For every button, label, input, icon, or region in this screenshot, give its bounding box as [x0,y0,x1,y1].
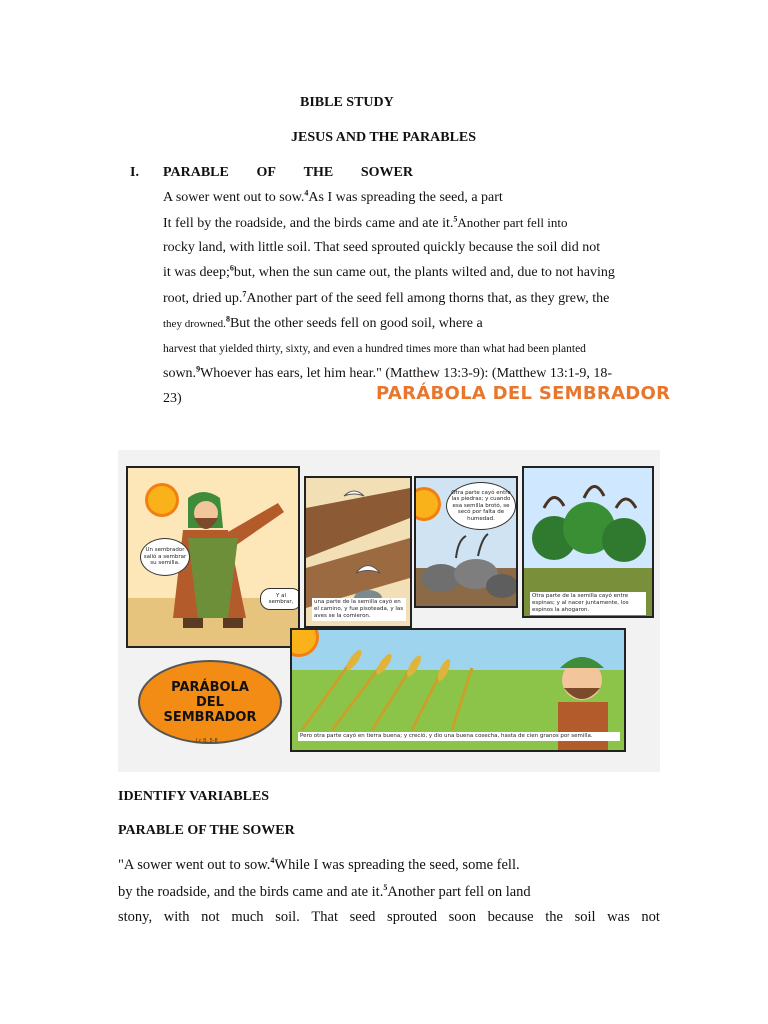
heading-word: SOWER [360,165,413,180]
verse-line: A sower went out to sow.$^4$As I was spreading the seed, a part [163,188,503,205]
panel-caption: Otra parte de la semilla cayó entre espinas; y al nacer juntamente, los espinos la ahogaron. [530,592,646,615]
verse-line-justified: stony, with not much soil. That seed sprouted soon because the soil was not [118,909,660,925]
verse-line: root, dried up.$^7$Another part of the seed fell among thorns that, as they grew, the [163,289,610,306]
comic-panel-stones [414,476,518,608]
parable-title-badge [138,660,282,744]
panel-caption: una parte de la semilla cayó en el camino, y fue pisoteada, y las aves se la comieron. [312,598,406,621]
speech-bubble: Y al sembrar, [260,588,300,610]
comic-panel-sower [126,466,300,648]
verse-line: "A sower went out to sow.$^4$While I was spreading the seed, some fell. [118,856,520,873]
comic-panel-thorns [522,466,654,618]
parable-heading: PARABLE OF THE SOWER [118,823,295,838]
panel-caption: Pero otra parte cayó en tierra buena; y creció, y dio una buena cosecha, hasta de cien granos por semilla. [298,732,620,741]
speech-bubble: Otra parte cayó entre las piedras; y cuando esa semilla brotó, se secó por falta de humedad. [446,482,516,530]
verse-line: rocky land, with little soil. That seed sprouted quickly because the soil did not [163,240,601,255]
badge-line: SEMBRADOR [163,709,257,725]
comic-panel-road [304,476,412,628]
page-title: BIBLE STUDY [300,95,394,110]
verse-line: they drowned.$^8$But the other seeds fell on good soil, where a [163,314,483,331]
scripture-reference: Lc 8, 5-8 [196,738,218,744]
page-subtitle: JESUS AND THE PARABLES [291,130,477,145]
verse-line: harvest that yielded thirty, sixty, and even a hundred times more than what had been planted [163,343,586,355]
speech-bubble: Un sembrador salió a sembrar su semilla. [140,538,190,576]
badge-line: DEL [196,694,224,710]
verse-line: sown.$^9$Whoever has ears, let him hear." (Matthew 13:3-9): (Matthew 13:1-9, 18- [163,364,613,381]
heading-word: OF [256,165,276,180]
verse-line: it was deep;$^6$but, when the sun came out, the plants wilted and, due to not having [163,263,615,280]
heading-word: THE [303,165,334,180]
section-number: I. [130,165,139,180]
verse-line: by the roadside, and the birds came and ate it.$^5$Another part fell on land [118,883,531,900]
identify-variables-heading: IDENTIFY VARIABLES [118,789,270,804]
parable-banner: PARÁBOLA DEL SEMBRADOR [376,383,671,404]
comic-panel-wheat [290,628,626,752]
verse-line: 23) [163,391,182,406]
parable-comic-illustration [118,450,660,772]
badge-line: PARÁBOLA [171,679,249,695]
section-heading [163,165,413,181]
verse-line: It fell by the roadside, and the birds came and ate it.$^5$Another part fell into [163,214,568,231]
heading-word: PARABLE [163,165,229,180]
